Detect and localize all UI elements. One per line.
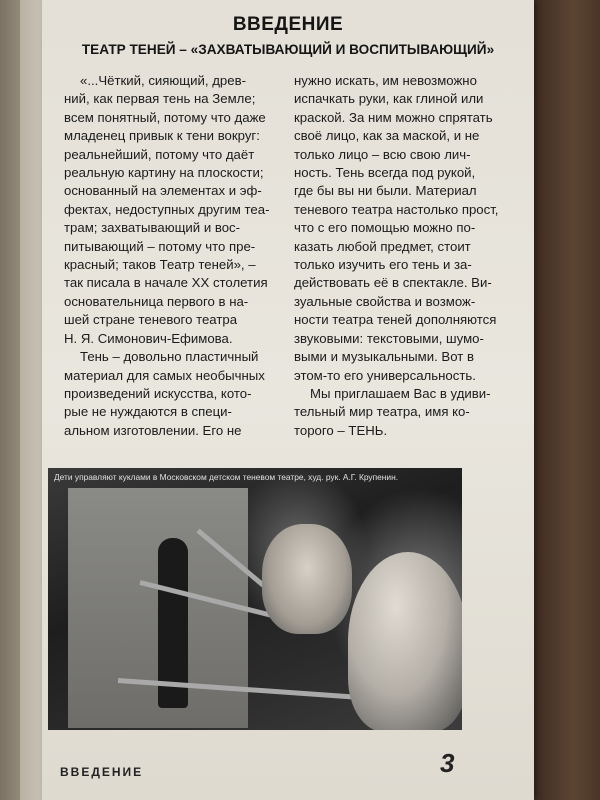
page-number: 3 [440,748,455,778]
text-line: так писала в начале XX столетия [64,275,268,291]
text-line: основательница первого в на- [64,293,249,309]
text-line: только лицо – всю свою лич- [294,146,471,162]
text-line: теневого театра настолько прост, [294,201,499,217]
text-line: ности театра теней дополняются [294,312,497,328]
text-line: краской. За ним можно спрятать [294,109,493,125]
text-line: Н. Я. Симонович-Ефимова. [64,330,233,346]
text-line: торого – ТЕНЬ. [294,422,388,438]
text-line: тельный мир театра, имя ко- [294,404,470,420]
text-line: «...Чёткий, сияющий, древ- [80,73,246,88]
text-line: трам; захватывающий и вос- [64,220,241,236]
text-line: Тень – довольно пластичный [80,349,259,365]
child-figure [262,524,352,634]
text-line: что с его помощью можно по- [294,220,476,236]
text-line: реальную картину на плоскости; [64,165,264,181]
text-line: выми и музыкальными. Вот в [294,349,474,365]
page-subtitle: ТЕАТР ТЕНЕЙ – «ЗАХВАТЫВАЮЩИЙ И ВОСПИТЫВАЮЩИЙ» [81,42,495,57]
text-line: красный; таков Театр теней», – [64,257,256,273]
text-line: произведений искусства, кото- [64,385,252,401]
text-line: фектах, недоступных другим теа- [64,201,270,217]
text-line: основанный на элементах и эф- [64,183,262,199]
text-line: рые не нуждаются в специ- [64,404,232,420]
running-footer: ВВЕДЕНИЕ [60,765,144,779]
text-line: материал для самых необычных [64,367,265,383]
text-line: ность. Тень всегда под рукой, [294,165,476,181]
text-line: казать любой предмет, стоит [294,238,471,254]
text-line: где бы вы ни были. Материал [294,183,477,199]
book-page [42,0,534,800]
text-line: реальнейший, потому что даёт [64,146,255,162]
table-surface-right [534,0,600,800]
text-column-right [294,72,508,440]
text-line: ний, как первая тень на Земле; [64,91,256,107]
text-line: зуальные свойства и возмож- [294,293,476,309]
text-line: своё лицо, как за маской, и не [294,128,480,144]
text-line: младенец привык к тени вокруг: [64,128,260,144]
text-line: питывающий – потому что пре- [64,238,256,254]
text-line: альном изготовлении. Его не [64,422,242,438]
text-line: испачкать руки, как глиной или [294,91,484,107]
text-line: только изучить его тень и за- [294,257,472,273]
text-line: действовать её в спектакле. Ви- [294,275,492,291]
text-column-left [64,72,278,440]
page-title: ВВЕДЕНИЕ [232,14,344,35]
child-figure [348,552,462,730]
photo-children-shadow-theatre [48,468,462,730]
text-line: Мы приглашаем Вас в удиви- [310,385,491,401]
text-line: этом-то его универсальность. [294,367,476,383]
text-line: всем понятный, потому что даже [64,109,266,125]
photo-caption: Дети управляют куклами в Московском детском теневом театре, худ. рук. А.Г. Крупенин. [54,472,399,482]
text-line: звуковыми: текстовыми, шумо- [294,330,484,346]
text-line: нужно искать, им невозможно [294,73,477,88]
text-line: шей стране теневого театра [64,312,238,328]
